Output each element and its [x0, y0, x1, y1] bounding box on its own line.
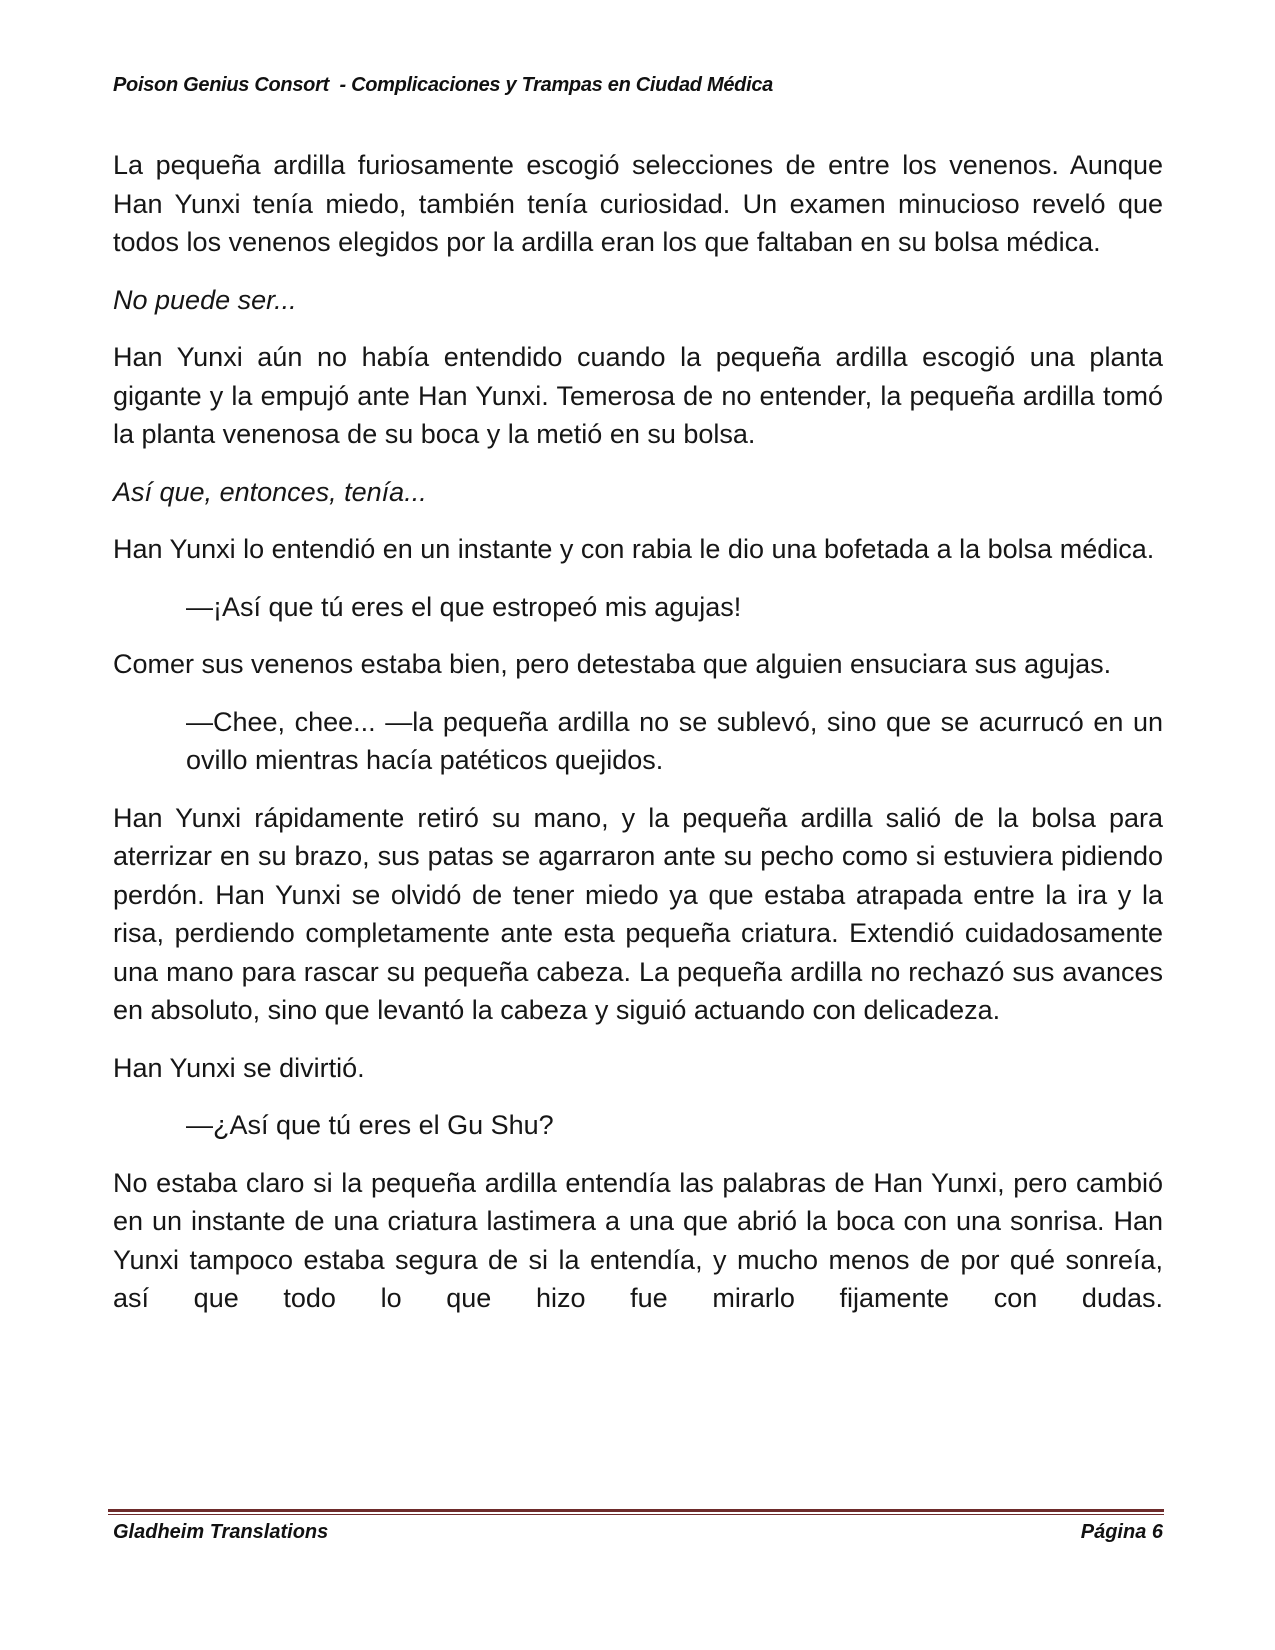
footer-divider	[108, 1509, 1164, 1515]
footer-page-number: Página 6	[1080, 1521, 1163, 1543]
dialogue-line: —¡Así que tú eres el que estropeó mis agujas!	[186, 591, 742, 622]
paragraph: Comer sus venenos estaba bien, pero detestaba que alguien ensuciara sus agujas.	[113, 649, 1112, 679]
paragraph: Han Yunxi aún no había entendido cuando la pequeña ardilla escogió una planta gigante y la empujó ante Han Yunxi. Temerosa de no entender, la pequeña ardilla tomó la planta venenosa de su boca y la metió en su bolsa.	[113, 342, 1163, 449]
paragraph: Han Yunxi se divirtió.	[113, 1052, 365, 1083]
paragraph: Han Yunxi lo entendió en un instante y con rabia le dio una bofetada a la bolsa médica.	[113, 534, 1155, 564]
paragraph: Han Yunxi rápidamente retiró su mano, y la pequeña ardilla salió de la bolsa para aterrizar en su brazo, sus patas se agarraron ante su pecho como si estuviera pidiendo perdón. Han Yunxi se olvidó de tener miedo ya que estaba atrapada entre la ira y la risa, perdiendo completamente ante esta pequeña criatura. Extendió cuidadosamente una mano para rascar su pequeña cabeza. La pequeña ardilla no rechazó sus avances en absoluto, sino que levantó la cabeza y siguió actuando con delicadeza.	[113, 802, 1163, 1025]
paragraph: No estaba claro si la pequeña ardilla entendía las palabras de Han Yunxi, pero cambió en un instante de una criatura lastimera a una que abrió la boca con una sonrisa. Han Yunxi tampoco estaba segura de si la entendía, y mucho menos de por qué sonreía, así que todo lo que hizo fue mirarlo fijamente con dudas.	[113, 1167, 1163, 1313]
italic-thought: Así que, entonces, tenía...	[113, 476, 427, 507]
dialogue-line: —¿Así que tú eres el Gu Shu?	[186, 1110, 554, 1140]
footer-divider-thin	[108, 1514, 1164, 1515]
footer-divider-thick	[108, 1509, 1164, 1512]
italic-thought: No puede ser...	[113, 284, 297, 315]
footer-translator: Gladheim Translations	[113, 1521, 329, 1543]
dialogue-line: —Chee, chee... —la pequeña ardilla no se sublevó, sino que se acurrucó en un ovillo mientras hacía patéticos quejidos.	[186, 706, 1163, 775]
paragraph: La pequeña ardilla furiosamente escogió selecciones de entre los venenos. Aunque Han Yunxi tenía miedo, también tenía curiosidad. Un examen minucioso reveló que todos los venenos elegidos por la ardilla eran los que faltaban en su bolsa médica.	[113, 150, 1163, 257]
document-body	[113, 146, 1163, 1337]
page-header-title: Poison Genius Consort - Complicaciones y Trampas en Ciudad Médica	[113, 74, 773, 96]
